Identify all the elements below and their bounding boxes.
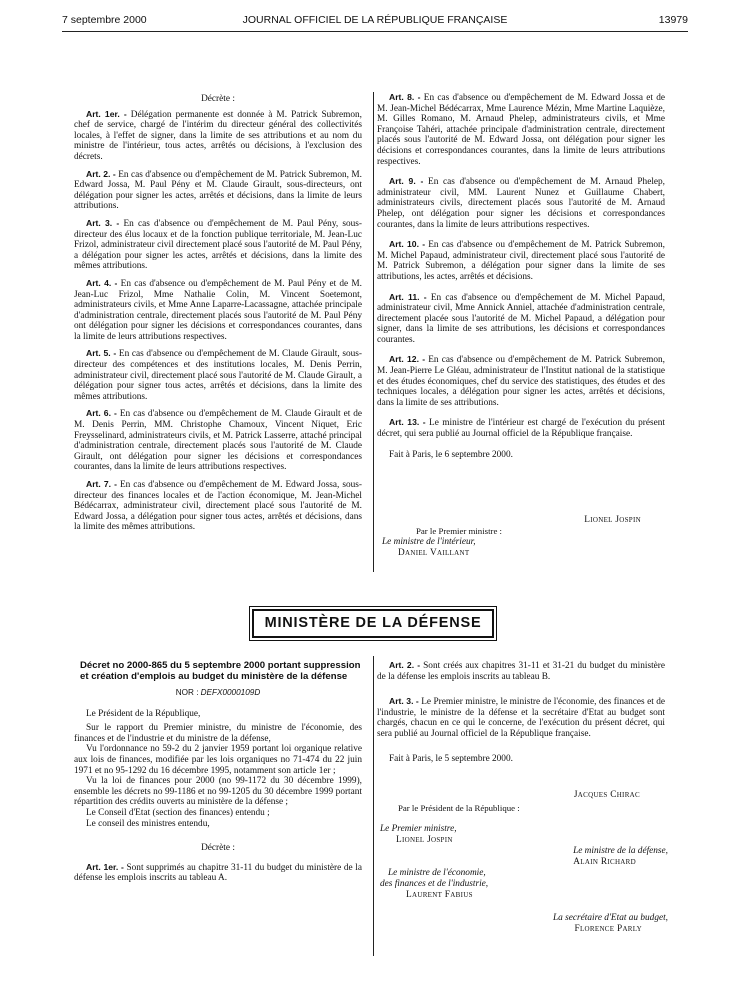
article-label: Art. 3. - bbox=[86, 217, 120, 228]
signature-date-2: Fait à Paris, le 5 septembre 2000. bbox=[389, 753, 513, 764]
article-text: Délégation permanente est donnée à M. Patrick Subremon, chef de service, chargé de l'intérim du directeur général des collectivités locales, à l'effet de signer, dans la limite de ses attributions et au nom du ministre de l'intérieur, tous actes, arrêtés ou décisions, à l'exclusion des décrets. bbox=[74, 109, 362, 162]
preamble-paragraph: Sur le rapport du Premier ministre, du ministre de l'économie, des finances et de l'industrie et du ministre de la défense, bbox=[74, 723, 362, 744]
article-text: En cas d'absence ou d'empêchement de M. Paul Pény et de M. Jean-Luc Frizol, Mme Nathalie Colin, M. Vincent Soetemont, administrateurs civils, et Mme Anne Laparre-Lacassagne, attachée principale d'administration centrale, directement placés sous l'autorité de M. Paul Pény ont délégation pour signer les décisions et correspondances courantes, dans la limite de leurs attributions respectives. bbox=[74, 278, 362, 342]
minister-title: Le ministre de l'intérieur, bbox=[382, 537, 476, 547]
ministry-banner: MINISTÈRE DE LA DÉFENSE bbox=[252, 609, 494, 638]
art2-text: Sont créés aux chapitres 31-11 et 31-21 du budget du ministère de la défense les emplois inscrits au tableau B. bbox=[377, 661, 665, 682]
nor-label: NOR : bbox=[175, 688, 199, 697]
article-text: En cas d'absence ou d'empêchement de M. Michel Papaud, administrateur civil, Mme Annick Anniel, attachée d'administration centrale, directement placée sous l'autorité de M. Michel Papaud, a délégation pour signer, dans la limite de ses attributions, les décisions et correspondances courantes. bbox=[377, 292, 665, 345]
article-label: Art. 2. - bbox=[86, 168, 116, 179]
art2-label: Art. 2. - bbox=[389, 660, 421, 670]
column-divider-top bbox=[373, 92, 374, 572]
countersign-label: Par le Premier ministre : bbox=[416, 526, 502, 536]
pm-name: Lionel Jospin bbox=[396, 835, 453, 845]
article-paragraph bbox=[377, 92, 665, 167]
top-left-column bbox=[74, 94, 362, 533]
article-label: Art. 9. - bbox=[389, 176, 424, 187]
article-text: En cas d'absence ou d'empêchement de M. Edward Jossa et de M. Jean-Michel Bédécarrax, Mme Laurence Mézin, Mme Martine Laquièze, M. Gilles Romano, M. Arnaud Phelep, administrateurs civils, et Mme Françoise Tahéri, attachée principale d'administration centrale, directement placés sous l'autorité de M. Edward Jossa, ont délégation pour signer les décisions et correspondances courantes, dans la limite de leurs attributions respectives. bbox=[377, 93, 665, 167]
article-text: En cas d'absence ou d'empêchement de M. Patrick Subremon, M. Michel Papaud, administrateur civil, directement placé sous l'autorité de M. Patrick Subremon, a délégation pour signer dans la limite de ses attributions, les actes, arrêtés et décisions. bbox=[377, 240, 665, 282]
signer-name: Lionel Jospin bbox=[584, 515, 641, 525]
article-text: En cas d'absence ou d'empêchement de M. Claude Girault et de M. Denis Perrin, MM. Christophe Chamoux, Vincent Niquet, Eric Freysselinard, administrateurs civils, et M. Patrick Lasserre, attaché principal d'administration centrale, directement placés sous l'autorité de M. Claude Girault, ont délégation pour signer les décisions et correspondances courantes, dans la limite de leurs attributions respectives. bbox=[74, 409, 362, 473]
top-right-articles bbox=[377, 92, 665, 440]
art3-label: Art. 3. - bbox=[389, 696, 419, 707]
preamble-paragraph: Vu l'ordonnance no 59-2 du 2 janvier 1959 portant loi organique relative aux lois de finances, modifiée par les lois organiques no 71-474 du 22 juin 1971 et no 95-1292 du 16 décembre 1995, notamment son article 1er ; bbox=[74, 744, 362, 776]
defense-minister-name: Alain Richard bbox=[573, 857, 636, 867]
article-paragraph bbox=[74, 109, 362, 163]
article-label: Art. 1er. - bbox=[86, 108, 127, 119]
signature-block-top bbox=[380, 515, 665, 559]
preamble-paragraph: Vu la loi de finances pour 2000 (no 99-1172 du 30 décembre 1999), ensemble les décrets no 99-1186 et no 99-1205 du 30 décembre 1999 portant répartition des crédits ouverts au ministère de la défense ; bbox=[74, 776, 362, 808]
article-label: Art. 7. - bbox=[86, 479, 117, 489]
signature-date: Fait à Paris, le 6 septembre 2000. bbox=[389, 449, 513, 460]
article-text: Le ministre de l'intérieur est chargé de l'exécution du présent décret, qui sera publié au Journal officiel de la République française. bbox=[377, 418, 665, 440]
economy-minister-title-2: des finances et de l'industrie, bbox=[380, 879, 489, 889]
header-journal-title: JOURNAL OFFICIEL DE LA RÉPUBLIQUE FRANÇAISE bbox=[242, 14, 508, 26]
article-label: Art. 13. - bbox=[389, 417, 426, 428]
article-paragraph bbox=[74, 278, 362, 343]
defense-minister-title: Le ministre de la défense, bbox=[573, 846, 668, 856]
article-label: Art. 4. - bbox=[86, 277, 118, 288]
president-name: Jacques Chirac bbox=[573, 790, 640, 800]
article-paragraph bbox=[377, 176, 665, 230]
budget-secretary-title: La secrétaire d'Etat au budget, bbox=[553, 913, 668, 923]
article-paragraph bbox=[377, 417, 665, 439]
preamble-paragraph: Le Président de la République, bbox=[86, 708, 201, 719]
art1-text: Sont supprimés au chapitre 31-11 du budget du ministère de la défense les emplois inscrits au tableau A. bbox=[74, 862, 362, 884]
article-paragraph bbox=[74, 479, 362, 533]
article-text: En cas d'absence ou d'empêchement de M. Patrick Subremon, M. Edward Jossa, M. Paul Pény et M. Claude Girault, sous-directeurs, ont délégation pour signer les actes, arrêtés et décisions, dans la limite de leurs attributions. bbox=[74, 169, 362, 212]
pm-title: Le Premier ministre, bbox=[380, 824, 457, 834]
article-label: Art. 8. - bbox=[389, 92, 421, 102]
header-page-number: 13979 bbox=[658, 14, 688, 26]
article-text: En cas d'absence ou d'empêchement de M. Patrick Subremon, M. Jean-Pierre Le Gléau, administrateur de l'Institut national de la statistique et des études économiques, chef du service des statistiques, des études et des techniques locales, a délégation pour signer les actes, arrêtés et décisions, dans la limite de ses attributions. bbox=[377, 355, 665, 408]
decree-title: Décret no 2000-865 du 5 septembre 2000 portant suppression et création d'emplois au budget du ministère de la défense bbox=[80, 660, 361, 682]
decrete-heading: Décrète : bbox=[201, 94, 235, 104]
article-label: Art. 5. - bbox=[86, 348, 117, 359]
article-label: Art. 11. - bbox=[389, 291, 427, 302]
article-paragraph bbox=[74, 218, 362, 272]
signature-block-bottom bbox=[380, 790, 670, 935]
countersign-label-2: Par le Président de la République : bbox=[398, 803, 520, 813]
art3-paragraph bbox=[377, 696, 665, 739]
economy-minister-title-1: Le ministre de l'économie, bbox=[388, 868, 486, 878]
decree-preamble bbox=[74, 709, 362, 830]
bottom-left-column bbox=[74, 660, 362, 884]
top-left-articles bbox=[74, 109, 362, 533]
bottom-right-column bbox=[377, 660, 665, 764]
article-text: En cas d'absence ou d'empêchement de M. Edward Jossa, sous-directeur des finances locales et de l'action économique, M. Jean-Michel Bédécarrax, administrateur civil, directement placé sous l'autorité de M. Edward Jossa, a délégation pour signer tous actes, arrêtés et décisions, dans la limite des mêmes attributions. bbox=[74, 480, 362, 533]
top-right-column bbox=[377, 92, 665, 460]
page-header bbox=[62, 14, 688, 30]
preamble-paragraph: Le conseil des ministres entendu, bbox=[86, 818, 210, 829]
economy-minister-name: Laurent Fabius bbox=[406, 890, 473, 900]
header-rule bbox=[62, 31, 688, 32]
article-paragraph bbox=[74, 169, 362, 212]
art1-label: Art. 1er. - bbox=[86, 861, 124, 872]
budget-secretary-name: Florence Parly bbox=[574, 924, 642, 934]
nor-value: DEFX0000109D bbox=[200, 688, 261, 697]
article-label: Art. 6. - bbox=[86, 408, 117, 419]
article-paragraph bbox=[377, 354, 665, 408]
article-paragraph bbox=[74, 348, 362, 402]
minister-name: Daniel Vaillant bbox=[398, 548, 470, 558]
column-divider-bottom bbox=[373, 656, 374, 956]
article-paragraph bbox=[377, 292, 665, 346]
article-label: Art. 12. - bbox=[389, 354, 426, 365]
article-paragraph bbox=[377, 239, 665, 282]
art1-paragraph bbox=[74, 862, 362, 884]
article-paragraph bbox=[74, 408, 362, 473]
preamble-paragraph: Le Conseil d'Etat (section des finances) entendu ; bbox=[86, 807, 270, 818]
header-date: 7 septembre 2000 bbox=[62, 14, 147, 26]
article-text: En cas d'absence ou d'empêchement de M. Paul Pény, sous-directeur des élus locaux et de la fonction publique territoriale, M. Jean-Luc Frizol, administrateur civil directement placé sous l'autorité de M. Paul Pény, a délégation pour signer les actes, arrêtés et décisions, dans la limite des mêmes attributions. bbox=[74, 218, 362, 272]
decrete-heading-2: Décrète : bbox=[201, 843, 235, 854]
nor-line bbox=[74, 688, 362, 699]
article-label: Art. 10. - bbox=[389, 239, 426, 250]
article-text: En cas d'absence ou d'empêchement de M. Arnaud Phelep, administrateur civil, MM. Laurent Nunez et Guillaume Chabert, administrateurs civils, directement placés sous l'autorité de M. Arnaud Phelep, ont délégation pour signer les décisions et correspondances courantes, dans la limite de leurs attributions respectives. bbox=[377, 177, 665, 230]
article-text: En cas d'absence ou d'empêchement de M. Claude Girault, sous-directeur des compétences et des institutions locales, M. Denis Perrin, administrateur civil, directement placé sous l'autorité de M. Claude Girault, a délégation pour signer tous actes, arrêtés et décisions, dans la limite des mêmes attributions. bbox=[74, 349, 362, 402]
art3-text: Le Premier ministre, le ministre de l'économie, des finances et de l'industrie, le ministre de la défense et la secrétaire d'Etat au budget sont chargés, chacun en ce qui le concerne, de l'exécution du présent décret, qui sera publié au Journal officiel de la République française. bbox=[377, 697, 666, 739]
art2-paragraph bbox=[377, 660, 665, 682]
